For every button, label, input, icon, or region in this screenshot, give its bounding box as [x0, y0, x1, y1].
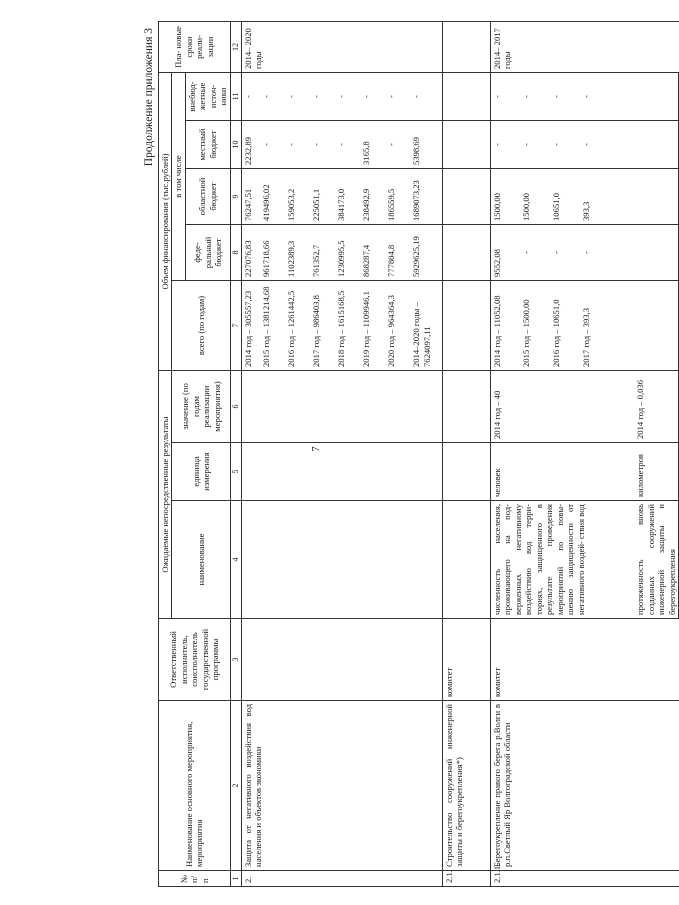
funding-local: -: [520, 121, 550, 169]
page-number: 7: [310, 446, 322, 452]
header-incl: в том числе: [172, 72, 185, 280]
result-value: 2014 год – 0,036: [634, 371, 678, 443]
funding-offbudget: -: [580, 72, 634, 120]
header-total: всего (по годам): [172, 281, 230, 371]
col-number: 10: [230, 121, 241, 169]
funding-regional: 238492,9: [360, 169, 385, 225]
header-result-name: наименование: [172, 501, 230, 619]
funding-offbudget: -: [241, 72, 260, 120]
funding-federal: 5929625,19: [410, 225, 442, 281]
funding-local: 3165,8: [360, 121, 385, 169]
header-local: местный бюджет: [185, 121, 230, 169]
funding-total: 2014 год – 11052,08: [490, 281, 520, 371]
funding-local: -: [550, 121, 580, 169]
result-name: численность населения, проживающего на под- верженных негативному воздействию вод терри- ториях, защищенного в результате проведения мероприятий по повы- шению защищенности от негативного воздей- ствия вод: [490, 501, 634, 619]
continuation-note: Продолжение приложения 3: [143, 28, 155, 167]
funding-federal: 777804,8: [385, 225, 410, 281]
funding-local: -: [310, 121, 335, 169]
col-number: 12: [230, 21, 241, 72]
header-federal: феде- ральный бюджет: [185, 225, 230, 281]
header-no: № п/п: [159, 871, 231, 887]
col-number: 9: [230, 169, 241, 225]
row-number: 2.1.: [442, 871, 490, 887]
funding-local: 5398,69: [410, 121, 442, 169]
col-number: 6: [230, 371, 241, 443]
funding-federal: 868287,4: [360, 225, 385, 281]
result-unit: километров: [634, 443, 678, 501]
funding-regional: 1500,00: [490, 169, 520, 225]
measure-name: Защита от негативного воздействия вод населения и объектов экономики: [241, 701, 442, 871]
col-number: 11: [230, 72, 241, 120]
header-offbudget: внебюд- жетные источ- ники: [185, 72, 230, 120]
result-unit: человек: [490, 443, 634, 501]
responsible: комитет: [490, 619, 678, 701]
funding-federal: -: [580, 225, 634, 281]
funding-federal: 1102389,3: [285, 225, 310, 281]
funding-regional: 1689073,23: [410, 169, 442, 225]
col-number: 5: [230, 443, 241, 501]
header-funding-group: Объем финансирования (тыс.рублей): [159, 72, 172, 370]
funding-local: -: [580, 121, 634, 169]
header-name: Наименование основного мероприятия, мероприятия: [159, 701, 231, 871]
funding-total: 2017 год – 393,3: [580, 281, 634, 371]
funding-offbudget: -: [260, 72, 285, 120]
funding-local: -: [285, 121, 310, 169]
funding-federal: 1230995,5: [335, 225, 360, 281]
planned-terms: 2014– 2020 годы: [241, 21, 442, 72]
funding-total: 2020 год – 964364,3: [385, 281, 410, 371]
funding-total: 2016 год – 10651,0: [550, 281, 580, 371]
col-number: 8: [230, 225, 241, 281]
col-number: 1: [230, 871, 241, 887]
header-responsible: Ответственный исполнитель, соисполнитель государственной программы: [159, 619, 231, 701]
funding-total: 2018 год – 1615168,5: [335, 281, 360, 371]
funding-regional: 419496,02: [260, 169, 285, 225]
funding-regional: 225051,1: [310, 169, 335, 225]
header-result-value: значение (по годам реализации мероприятия): [172, 371, 230, 443]
funding-offbudget: -: [360, 72, 385, 120]
funding-regional: 384173,0: [335, 169, 360, 225]
funding-offbudget: -: [520, 72, 550, 120]
funding-local: 2232,89: [241, 121, 260, 169]
funding-total: 2014 год – 305557,23: [241, 281, 260, 371]
funding-regional: 10651,0: [550, 169, 580, 225]
col-number: 4: [230, 501, 241, 619]
program-table: [158, 21, 679, 887]
responsible: комитет: [442, 619, 490, 701]
measure-name: Берегоукрепление правого берега р.Волги в р.п.Светлый Яр Волгоградской области: [490, 701, 678, 871]
funding-regional: 393,3: [580, 169, 634, 225]
funding-local: -: [490, 121, 520, 169]
funding-offbudget: -: [410, 72, 442, 120]
funding-local: -: [335, 121, 360, 169]
row-number: 2.1.1.: [490, 871, 678, 887]
funding-federal: 227076,83: [241, 225, 260, 281]
funding-total: 2014–2020 годы – 7624097,11: [410, 281, 442, 371]
funding-total: 2019 год – 1109946,1: [360, 281, 385, 371]
funding-offbudget: -: [285, 72, 310, 120]
funding-total: 2015 год – 1381214,68: [260, 281, 285, 371]
funding-federal: -: [550, 225, 580, 281]
header-terms: Пла- новые сроки реали- зации: [159, 21, 231, 72]
funding-offbudget: -: [385, 72, 410, 120]
funding-regional: 76247,51: [241, 169, 260, 225]
col-number: 3: [230, 619, 241, 701]
funding-federal: 9552,08: [490, 225, 520, 281]
col-number: 2: [230, 701, 241, 871]
header-results-group: Ожидаемые непосредственные результаты: [159, 371, 172, 619]
funding-federal: 761352,7: [310, 225, 335, 281]
funding-regional: 1500,00: [520, 169, 550, 225]
planned-terms: 2014– 2017 годы: [490, 21, 678, 72]
rotated-page: [140, 22, 677, 887]
col-number: 7: [230, 281, 241, 371]
funding-local: -: [385, 121, 410, 169]
funding-total: 2017 год – 986403,8: [310, 281, 335, 371]
funding-total: 2015 год – 1500,00: [520, 281, 550, 371]
funding-offbudget: -: [490, 72, 520, 120]
funding-offbudget: -: [335, 72, 360, 120]
funding-regional: 186559,5: [385, 169, 410, 225]
funding-offbudget: -: [310, 72, 335, 120]
funding-local: -: [260, 121, 285, 169]
funding-federal: -: [520, 225, 550, 281]
header-result-unit: единица измерения: [172, 443, 230, 501]
result-value: 2014 год – 40: [490, 371, 634, 443]
funding-offbudget: -: [550, 72, 580, 120]
funding-federal: 961718,66: [260, 225, 285, 281]
row-number: 2.: [241, 871, 442, 887]
funding-regional: 159053,2: [285, 169, 310, 225]
measure-name: Строительство сооружений инженерной защиты и берегоукрепления*): [442, 701, 490, 871]
result-name: протяженность вновь созданных сооружений инженерной защиты и берегоукрепления: [634, 501, 678, 619]
header-regional: областной бюджет: [185, 169, 230, 225]
funding-total: 2016 год – 1261442,5: [285, 281, 310, 371]
